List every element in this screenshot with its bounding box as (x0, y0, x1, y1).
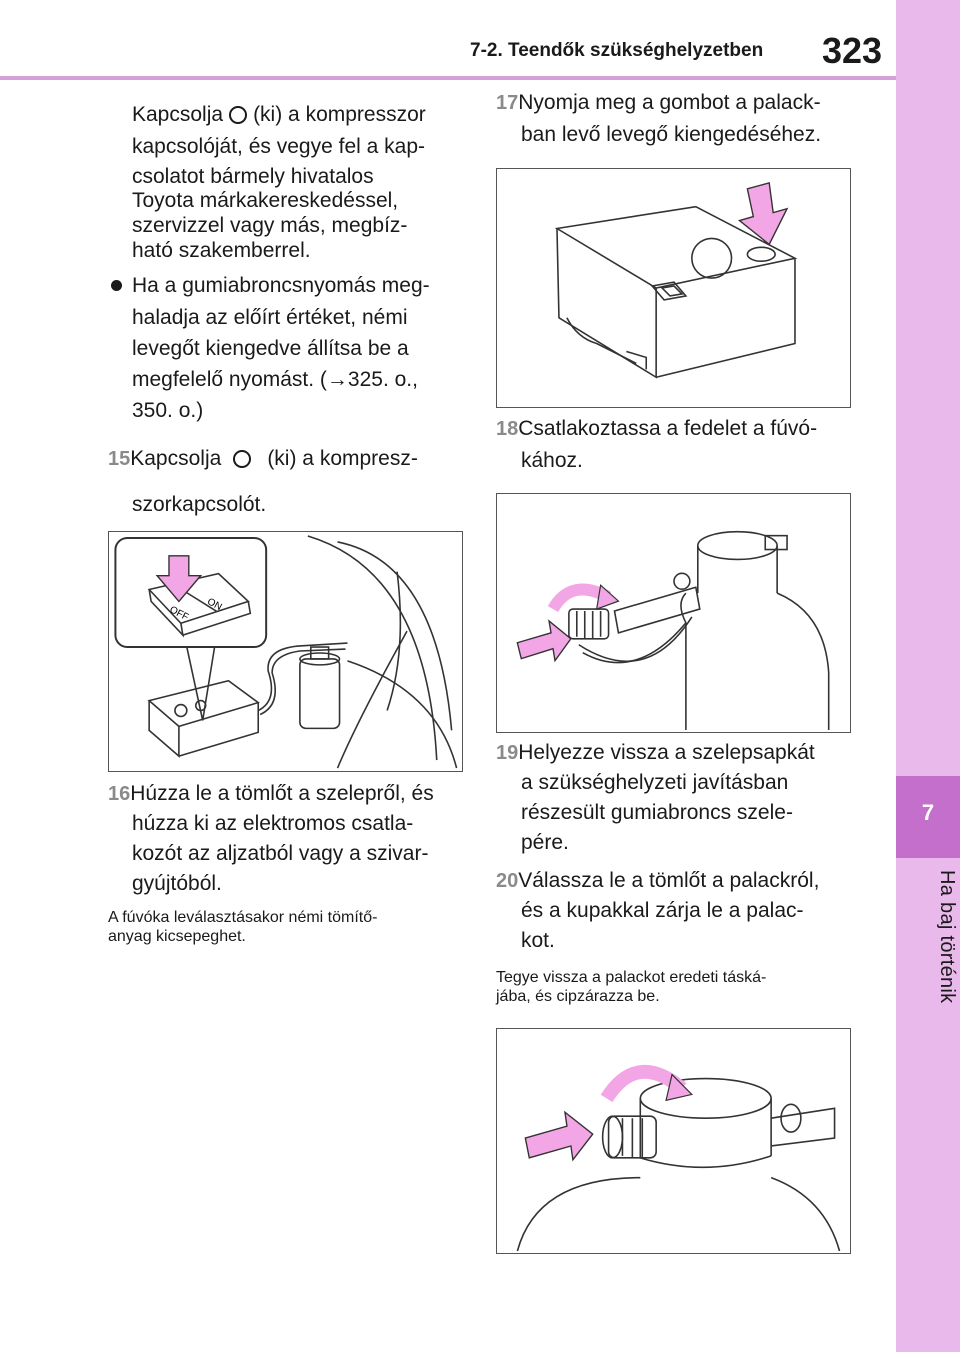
step-number: 16 (108, 783, 131, 805)
section-title: 7-2. Teendők szükséghelyzetben (470, 40, 764, 61)
chapter-number: 7 (921, 800, 935, 825)
step-20-line-1: 20Válassza le a tömlőt a palackról, (496, 869, 820, 892)
step-19-line-3: részesült gumiabroncs szele- (521, 801, 793, 824)
arrow-icon (517, 621, 571, 661)
step-17-line-2: ban levő levegő kiengedéséhez. (521, 123, 822, 146)
arrow-icon (157, 556, 201, 602)
continued-para-line-1: Kapcsolja (ki) a kompresszor (132, 103, 426, 126)
bullet-line-4: megfelelő nyomást. (→325. o., (132, 368, 418, 391)
note-16-line-2: anyag kicsepeghet. (108, 928, 246, 945)
arrow-icon (597, 585, 619, 609)
continued-para-line-4: Toyota márkakereskedéssel, (132, 189, 399, 212)
note-20-line-1: Tegye vissza a palackot eredeti táská- (496, 969, 767, 986)
bullet-line-2: haladja az előírt értéket, némi (132, 306, 408, 329)
figure-compressor-switch (108, 531, 463, 772)
step-17-line-1: 17Nyomja meg a gombot a palack- (496, 91, 821, 114)
bullet-line-5: 350. o.) (132, 399, 204, 422)
step-number: 18 (496, 418, 519, 440)
note-16-line-1: A fúvóka leválasztásakor némi tömítő- (108, 909, 378, 926)
step-15-line-2: szorkapcsolót. (132, 493, 267, 516)
step-20-line-2: és a kupakkal zárja le a palac- (521, 899, 804, 922)
step-16-line-2: húzza ki az elektromos csatla- (132, 812, 414, 835)
step-16-line-3: kozót az aljzatból vagy a szivar- (132, 842, 429, 865)
arrow-icon (525, 1112, 592, 1160)
continued-para-line-6: ható szakemberrel. (132, 239, 311, 262)
step-16-line-4: gyújtóból. (132, 872, 222, 895)
bullet-line-1: Ha a gumiabroncsnyomás meg- (132, 274, 430, 297)
connect-cap-illustration (497, 494, 850, 732)
step-15: 15Kapcsolja (ki) a kompresz- (108, 447, 418, 470)
bullet-line-3: levegőt kiengedve állítsa be a (132, 337, 409, 360)
bullet-icon (111, 280, 122, 291)
compressor-switch-illustration (109, 532, 462, 771)
compressor-release-illustration (497, 169, 850, 407)
switch-on-label: ON (205, 596, 224, 614)
chapter-side-tab (896, 0, 960, 1352)
note-20-line-2: jába, és cipzárazza be. (496, 988, 660, 1005)
step-18-line-1: 18Csatlakoztassa a fedelet a fúvó- (496, 417, 818, 440)
continued-para-line-3: csolatot bármely hivatalos (132, 165, 374, 188)
cap-bottle-illustration (497, 1029, 850, 1253)
step-19-line-2: a szükséghelyzeti javításban (521, 771, 789, 794)
continued-para-line-5: szervizzel vagy más, megbíz- (132, 214, 408, 237)
switch-off-label: OFF (167, 604, 191, 624)
power-icon (233, 450, 251, 468)
figure-cap-bottle (496, 1028, 851, 1254)
figure-connect-cap (496, 493, 851, 733)
chapter-name: Ha baj történik (936, 870, 958, 1004)
step-19-line-4: pére. (521, 831, 569, 854)
step-number: 17 (496, 92, 519, 114)
step-number: 15 (108, 448, 131, 470)
figure-compressor-release (496, 168, 851, 408)
header-rule (0, 76, 896, 80)
power-icon (229, 106, 247, 124)
arrow-icon (739, 183, 787, 244)
step-19-line-1: 19Helyezze vissza a szelepsapkát (496, 741, 815, 764)
step-number: 20 (496, 870, 519, 892)
step-16-line-1: 16Húzza le a tömlőt a szelepről, és (108, 782, 434, 805)
step-number: 19 (496, 742, 519, 764)
page-number: 323 (822, 30, 883, 71)
continued-para-line-2: kapcsolóját, és vegye fel a kap- (132, 135, 425, 158)
step-18-line-2: kához. (521, 449, 583, 472)
step-20-line-3: kot. (521, 929, 555, 952)
